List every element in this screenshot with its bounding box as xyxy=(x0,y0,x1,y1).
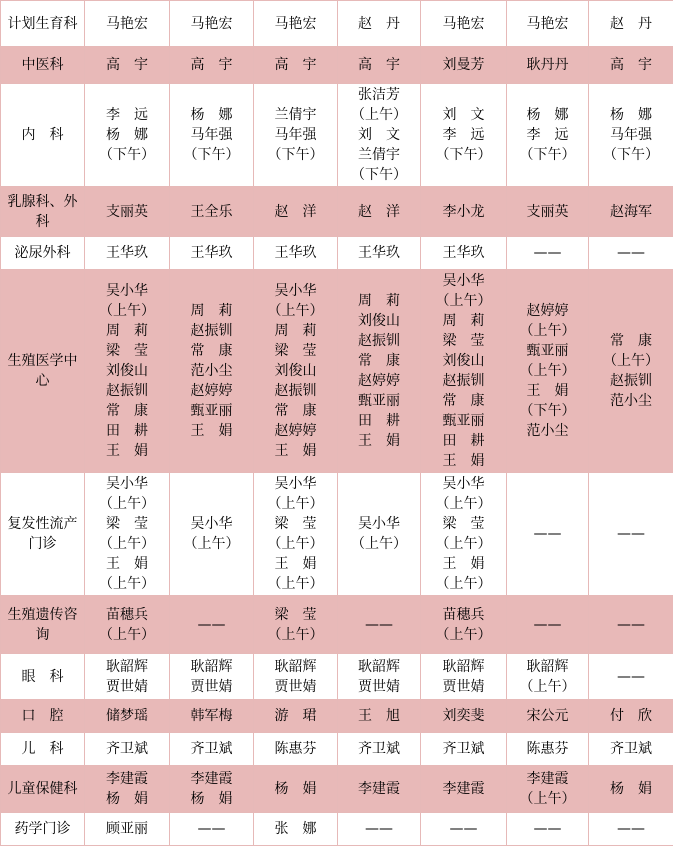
schedule-cell: 吴小华 （上午） 周 莉 梁 莹 刘俊山 赵振钏 常 康 田 耕 王 娟 xyxy=(85,270,170,473)
table-row xyxy=(1,270,673,473)
schedule-cell: —— xyxy=(589,473,673,596)
table-row xyxy=(1,813,673,846)
schedule-cell: 吴小华 （上午） xyxy=(338,473,421,596)
department-cell: 口 腔 xyxy=(1,700,85,733)
schedule-cell: 李建霞 xyxy=(421,766,507,813)
schedule-body xyxy=(1,1,673,846)
schedule-cell: —— xyxy=(589,813,673,846)
schedule-cell: 李 远 杨 娜 （下午） xyxy=(85,84,170,187)
schedule-cell: 齐卫斌 xyxy=(338,733,421,766)
schedule-cell: 苗穗兵 （上午） xyxy=(85,596,170,654)
schedule-cell: —— xyxy=(338,596,421,654)
schedule-cell: 杨 娟 xyxy=(589,766,673,813)
schedule-cell: 梁 莹 （上午） xyxy=(254,596,338,654)
schedule-cell: 赵婷婷 （上午） 甄亚丽 （上午） 王 娟 （下午） 范小尘 xyxy=(507,270,589,473)
schedule-cell: 吴小华 （上午） 周 莉 梁 莹 刘俊山 赵振钏 常 康 赵婷婷 王 娟 xyxy=(254,270,338,473)
schedule-cell: 顾亚丽 xyxy=(85,813,170,846)
schedule-cell: 赵海军 xyxy=(589,187,673,237)
header-doctor-cell: 赵 丹 xyxy=(589,1,673,47)
schedule-cell: 杨 娟 xyxy=(254,766,338,813)
schedule-cell: 李建霞 xyxy=(338,766,421,813)
schedule-cell: —— xyxy=(589,237,673,270)
header-doctor-cell: 赵 丹 xyxy=(338,1,421,47)
schedule-cell: —— xyxy=(507,473,589,596)
schedule-cell: —— xyxy=(507,813,589,846)
table-row xyxy=(1,473,673,596)
table-row xyxy=(1,187,673,237)
schedule-cell: 王华玖 xyxy=(254,237,338,270)
schedule-cell: 耿丹丹 xyxy=(507,47,589,84)
schedule-cell: 支丽英 xyxy=(507,187,589,237)
schedule-cell: 高 宇 xyxy=(589,47,673,84)
schedule-cell: 吴小华 （上午） 梁 莹 （上午） 王 娟 （上午） xyxy=(85,473,170,596)
header-doctor-cell: 马艳宏 xyxy=(85,1,170,47)
table-row xyxy=(1,766,673,813)
schedule-cell: 吴小华 （上午） 梁 莹 （上午） 王 娟 （上午） xyxy=(254,473,338,596)
schedule-cell: 赵 洋 xyxy=(254,187,338,237)
header-doctor-cell: 马艳宏 xyxy=(170,1,254,47)
department-cell: 儿 科 xyxy=(1,733,85,766)
schedule-cell: 周 莉 赵振钏 常 康 范小尘 赵婷婷 甄亚丽 王 娟 xyxy=(170,270,254,473)
schedule-cell: 齐卫斌 xyxy=(421,733,507,766)
department-cell: 药学门诊 xyxy=(1,813,85,846)
department-cell: 内 科 xyxy=(1,84,85,187)
schedule-cell: 李建霞 （上午） xyxy=(507,766,589,813)
schedule-cell: 李建霞 杨 娟 xyxy=(85,766,170,813)
schedule-cell: 储梦瑶 xyxy=(85,700,170,733)
schedule-cell: 高 宇 xyxy=(170,47,254,84)
schedule-cell: 常 康 （上午） 赵振钏 范小尘 xyxy=(589,270,673,473)
header-doctor-cell: 马艳宏 xyxy=(254,1,338,47)
table-row xyxy=(1,733,673,766)
schedule-cell: 支丽英 xyxy=(85,187,170,237)
schedule-cell: 杨 娜 马年强 （下午） xyxy=(589,84,673,187)
header-row xyxy=(1,1,673,47)
department-cell: 眼 科 xyxy=(1,654,85,700)
schedule-cell: 刘曼芳 xyxy=(421,47,507,84)
table-row xyxy=(1,47,673,84)
schedule-cell: 耿韶辉 贾世婧 xyxy=(254,654,338,700)
schedule-cell: 韩军梅 xyxy=(170,700,254,733)
schedule-cell: —— xyxy=(338,813,421,846)
schedule-cell: 齐卫斌 xyxy=(170,733,254,766)
schedule-cell: 苗穗兵 （上午） xyxy=(421,596,507,654)
schedule-cell: —— xyxy=(589,654,673,700)
schedule-cell: 吴小华 （上午） 梁 莹 （上午） 王 娟 （上午） xyxy=(421,473,507,596)
schedule-cell: 耿韶辉 贾世婧 xyxy=(338,654,421,700)
table-row xyxy=(1,237,673,270)
schedule-cell: 王 旭 xyxy=(338,700,421,733)
schedule-cell: 齐卫斌 xyxy=(589,733,673,766)
schedule-cell: 游 珺 xyxy=(254,700,338,733)
schedule-cell: 王全乐 xyxy=(170,187,254,237)
schedule-cell: —— xyxy=(170,596,254,654)
schedule-cell: 李小龙 xyxy=(421,187,507,237)
schedule-cell: 王华玖 xyxy=(421,237,507,270)
schedule-cell: 杨 娜 李 远 （下午） xyxy=(507,84,589,187)
department-cell: 复发性流产门诊 xyxy=(1,473,85,596)
schedule-cell: 兰倩宇 马年强 （下午） xyxy=(254,84,338,187)
schedule-cell: 宋公元 xyxy=(507,700,589,733)
schedule-cell: 吴小华 （上午） xyxy=(170,473,254,596)
schedule-cell: 陈惠芬 xyxy=(254,733,338,766)
schedule-cell: —— xyxy=(507,596,589,654)
schedule-cell: 赵 洋 xyxy=(338,187,421,237)
schedule-cell: —— xyxy=(170,813,254,846)
table-row xyxy=(1,700,673,733)
schedule-cell: 吴小华 （上午） 周 莉 梁 莹 刘俊山 赵振钏 常 康 甄亚丽 田 耕 王 娟 xyxy=(421,270,507,473)
schedule-cell: 高 宇 xyxy=(338,47,421,84)
schedule-cell: 付 欣 xyxy=(589,700,673,733)
department-cell: 生殖遗传咨询 xyxy=(1,596,85,654)
department-cell: 乳腺科、外科 xyxy=(1,187,85,237)
schedule-cell: 刘 文 李 远 （下午） xyxy=(421,84,507,187)
schedule-cell: 耿韶辉 贾世婧 xyxy=(85,654,170,700)
header-doctor-cell: 马艳宏 xyxy=(421,1,507,47)
schedule-cell: 王华玖 xyxy=(85,237,170,270)
schedule-cell: 周 莉 刘俊山 赵振钏 常 康 赵婷婷 甄亚丽 田 耕 王 娟 xyxy=(338,270,421,473)
schedule-cell: 张洁芳 （上午） 刘 文 兰倩宇 （下午） xyxy=(338,84,421,187)
department-cell: 泌尿外科 xyxy=(1,237,85,270)
department-cell: 生殖医学中心 xyxy=(1,270,85,473)
department-cell: 儿童保健科 xyxy=(1,766,85,813)
schedule-cell: 刘奕斐 xyxy=(421,700,507,733)
header-dept-cell: 计划生育科 xyxy=(1,1,85,47)
schedule-cell: 齐卫斌 xyxy=(85,733,170,766)
table-row xyxy=(1,596,673,654)
schedule-cell: —— xyxy=(589,596,673,654)
schedule-cell: —— xyxy=(507,237,589,270)
header-doctor-cell: 马艳宏 xyxy=(507,1,589,47)
department-cell: 中医科 xyxy=(1,47,85,84)
schedule-cell: 耿韶辉 （上午） xyxy=(507,654,589,700)
schedule-cell: 张 娜 xyxy=(254,813,338,846)
table-row xyxy=(1,654,673,700)
schedule-cell: 王华玖 xyxy=(170,237,254,270)
schedule-cell: 王华玖 xyxy=(338,237,421,270)
schedule-cell: 耿韶辉 贾世婧 xyxy=(421,654,507,700)
schedule-cell: —— xyxy=(421,813,507,846)
schedule-cell: 李建霞 杨 娟 xyxy=(170,766,254,813)
schedule-cell: 高 宇 xyxy=(254,47,338,84)
schedule-cell: 陈惠芬 xyxy=(507,733,589,766)
schedule-cell: 杨 娜 马年强 （下午） xyxy=(170,84,254,187)
schedule-cell: 高 宇 xyxy=(85,47,170,84)
table-row xyxy=(1,84,673,187)
schedule-cell: 耿韶辉 贾世婧 xyxy=(170,654,254,700)
